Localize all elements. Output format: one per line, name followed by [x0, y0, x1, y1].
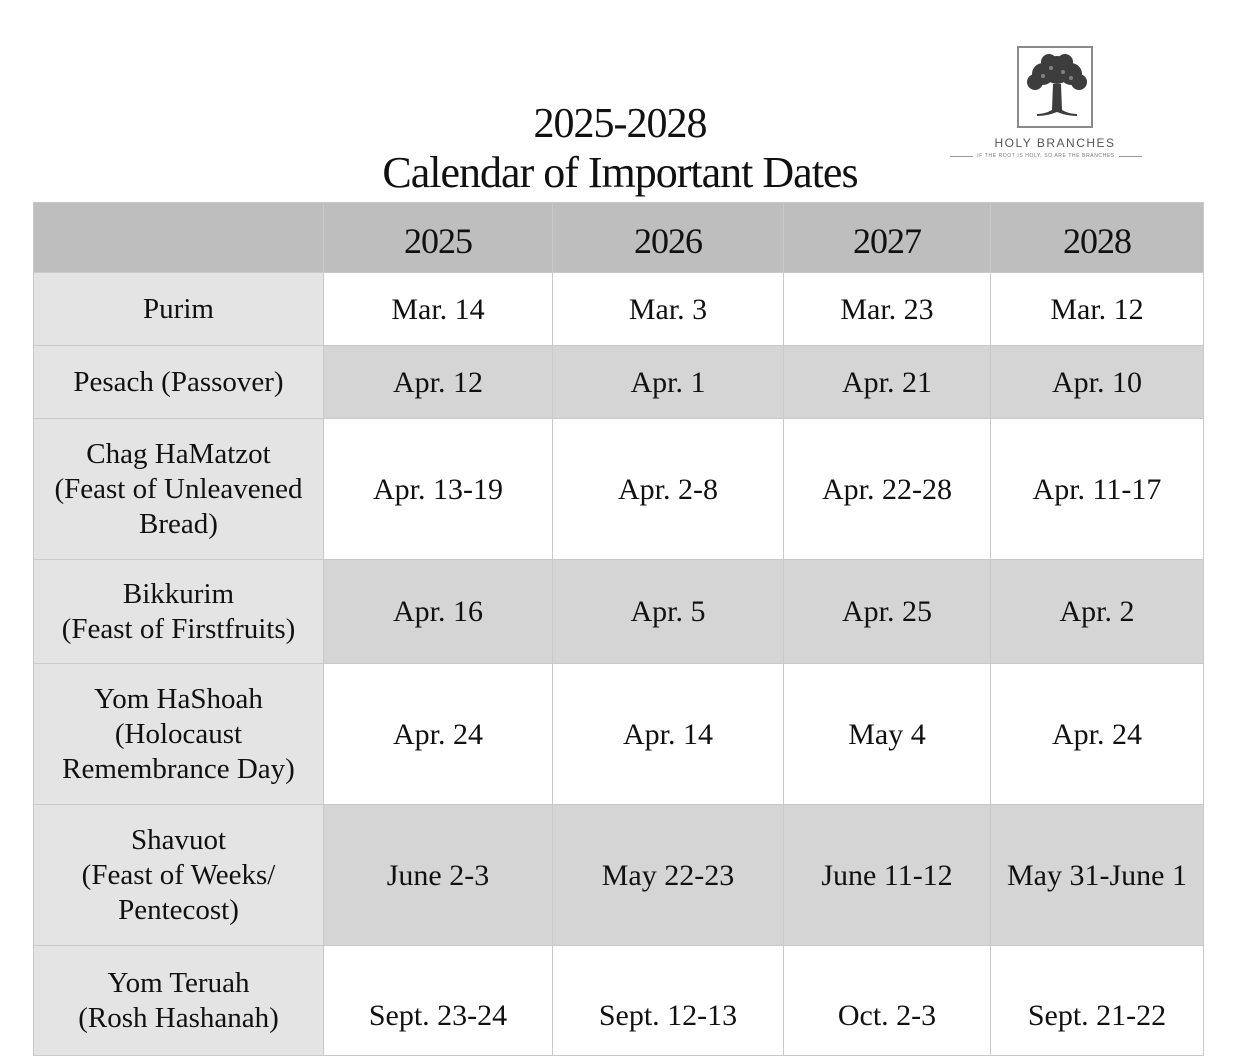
tree-icon — [1007, 48, 1107, 128]
logo-tagline-text: IF THE ROOT IS HOLY, SO ARE THE BRANCHES — [977, 153, 1115, 159]
date-cell: Sept. 23-24 — [324, 946, 553, 1056]
date-cell: Apr. 16 — [324, 560, 553, 664]
row-label: Bikkurim (Feast of Firstfruits) — [34, 560, 324, 664]
date-cell: June 2-3 — [324, 805, 553, 946]
date-cell: Apr. 25 — [784, 560, 991, 664]
date-cell: Oct. 2-3 — [784, 946, 991, 1056]
dates-table — [33, 202, 1204, 1056]
logo-name: HOLY BRANCHES — [994, 136, 1116, 150]
date-cell: Mar. 14 — [324, 273, 553, 346]
table-row — [34, 946, 1204, 1056]
table-row — [34, 805, 1204, 946]
page-title: Calendar of Important Dates — [382, 148, 858, 197]
date-cell: May 4 — [784, 664, 991, 805]
date-cell: Mar. 23 — [784, 273, 991, 346]
row-label: Chag HaMatzot (Feast of Unleavened Bread) — [34, 419, 324, 560]
table-row — [34, 346, 1204, 419]
date-cell: Apr. 24 — [991, 664, 1204, 805]
date-cell: May 31-June 1 — [991, 805, 1204, 946]
date-cell: Sept. 21-22 — [991, 946, 1204, 1056]
date-cell: Mar. 12 — [991, 273, 1204, 346]
date-cell: Mar. 3 — [553, 273, 784, 346]
date-cell: Apr. 10 — [991, 346, 1204, 419]
row-label: Pesach (Passover) — [34, 346, 324, 419]
header-cell-2027: 2027 — [784, 203, 991, 273]
date-cell: Apr. 2-8 — [553, 419, 784, 560]
header-cell-2028: 2028 — [991, 203, 1204, 273]
row-label: Yom Teruah (Rosh Hashanah) — [34, 946, 324, 1056]
date-cell: Apr. 5 — [553, 560, 784, 664]
table-row — [34, 664, 1204, 805]
title-years: 2025-2028 — [533, 101, 707, 147]
header-cell-2025: 2025 — [324, 203, 553, 273]
table-row — [34, 273, 1204, 346]
date-cell: Apr. 2 — [991, 560, 1204, 664]
date-cell: Apr. 21 — [784, 346, 991, 419]
table-row — [34, 560, 1204, 664]
date-cell: Apr. 13-19 — [324, 419, 553, 560]
date-cell: Apr. 12 — [324, 346, 553, 419]
header-cell-blank — [34, 203, 324, 273]
row-label: Purim — [34, 273, 324, 346]
date-cell: Sept. 12-13 — [553, 946, 784, 1056]
holy-branches-logo — [950, 44, 1150, 169]
logo-tagline — [950, 153, 1142, 159]
date-cell: Apr. 11-17 — [991, 419, 1204, 560]
logo-frame — [1017, 46, 1093, 128]
title-block — [300, 100, 940, 198]
date-cell: Apr. 14 — [553, 664, 784, 805]
row-label: Yom HaShoah (Holocaust Remembrance Day) — [34, 664, 324, 805]
date-cell: Apr. 24 — [324, 664, 553, 805]
date-cell: May 22-23 — [553, 805, 784, 946]
date-cell: June 11-12 — [784, 805, 991, 946]
header-cell-2026: 2026 — [553, 203, 784, 273]
header-row — [34, 203, 1204, 273]
table-row — [34, 419, 1204, 560]
row-label: Shavuot (Feast of Weeks/ Pentecost) — [34, 805, 324, 946]
date-cell: Apr. 1 — [553, 346, 784, 419]
date-cell: Apr. 22-28 — [784, 419, 991, 560]
